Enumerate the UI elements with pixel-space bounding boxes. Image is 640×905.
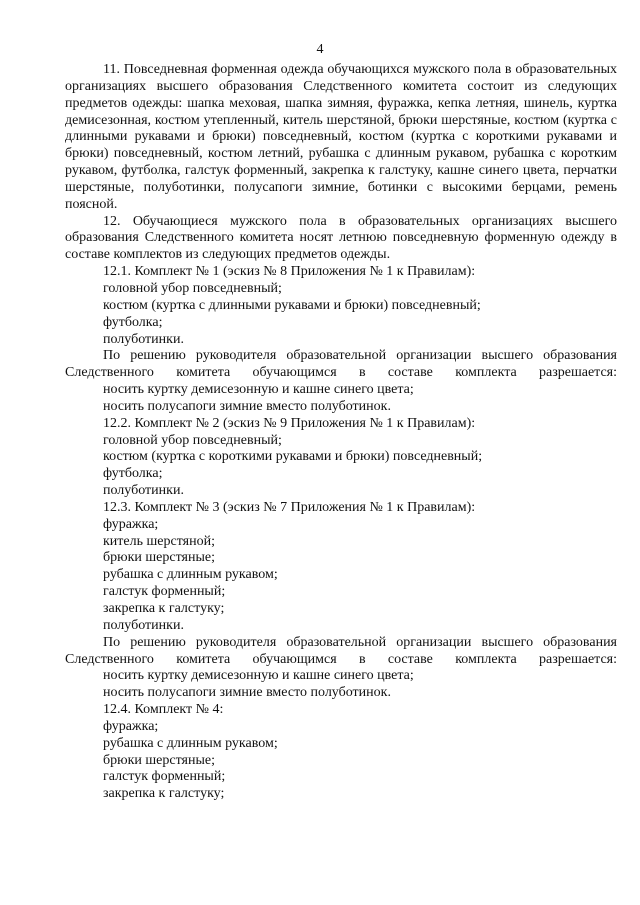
paragraph: По решению руководителя образовательной организации высшего образования Следственного комитета обучающимся в составе комплекта разрешается: xyxy=(65,634,617,667)
list-line: закрепка к галстуку; xyxy=(103,786,225,802)
document-body xyxy=(65,62,617,803)
list-line: галстук форменный; xyxy=(103,769,226,785)
list-line: головной убор повседневный; xyxy=(103,280,282,296)
list-line: полуботинки. xyxy=(103,617,184,633)
list-line: футболка; xyxy=(103,466,163,482)
list-line: полуботинки. xyxy=(103,483,184,499)
list-line: носить куртку демисезонную и кашне синего цвета; xyxy=(103,382,414,398)
list-line: носить полусапоги зимние вместо полуботинок. xyxy=(103,685,391,701)
paragraph: 12. Обучающиеся мужского пола в образовательных организациях высшего образования Следственного комитета носят летнюю повседневную форменную одежду в составе комплектов из следующих предметов одежды. xyxy=(65,213,617,263)
list-line: костюм (куртка с короткими рукавами и брюки) повседневный; xyxy=(103,449,483,465)
list-line: 12.3. Комплект № 3 (эскиз № 7 Приложения № 1 к Правилам): xyxy=(103,499,476,515)
list-line: галстук форменный; xyxy=(103,584,226,600)
paragraph: 11. Повседневная форменная одежда обучающихся мужского пола в образовательных организациях высшего образования Следственного комитета состоит из следующих предметов одежды: шапка меховая, шапка зимняя, фуражка, кепка летняя, шинель, куртка демисезонная, костюм утепленный, китель шерстяной, брюки шерстяные, костюм (куртка с длинными рукавами и брюки) повседневный, костюм (куртка с короткими рукавами и брюки) повседневный, костюм летний, рубашка с длинным рукавом, рубашка с коротким рукавом, футболка, галстук форменный, закрепка к галстуку, кашне синего цвета, перчатки шерстяные, полуботинки, полусапоги зимние, ботинки с высокими берцами, ремень поясной. xyxy=(65,62,617,212)
list-line: носить полусапоги зимние вместо полуботинок. xyxy=(103,398,391,414)
list-line: 12.4. Комплект № 4: xyxy=(103,702,224,718)
list-line: фуражка; xyxy=(103,516,159,532)
list-line: китель шерстяной; xyxy=(103,533,215,549)
list-line: костюм (куртка с длинными рукавами и брюки) повседневный; xyxy=(103,297,481,313)
list-line: рубашка с длинным рукавом; xyxy=(103,567,278,583)
page-number: 4 xyxy=(316,42,324,57)
list-line: рубашка с длинным рукавом; xyxy=(103,735,278,751)
list-line: закрепка к галстуку; xyxy=(103,601,225,616)
list-line: брюки шерстяные; xyxy=(103,752,215,768)
list-line: полуботинки. xyxy=(103,331,184,347)
list-line: 12.1. Комплект № 1 (эскиз № 8 Приложения № 1 к Правилам): xyxy=(103,264,476,280)
list-line: фуражка; xyxy=(103,718,159,734)
list-line: носить куртку демисезонную и кашне синего цвета; xyxy=(103,668,414,684)
list-line: головной убор повседневный; xyxy=(103,432,282,448)
list-line: футболка; xyxy=(103,314,163,330)
paragraph: По решению руководителя образовательной организации высшего образования Следственного комитета обучающимся в составе комплекта разрешается: xyxy=(65,348,617,381)
list-line: 12.2. Комплект № 2 (эскиз № 9 Приложения № 1 к Правилам): xyxy=(103,415,476,431)
list-line: брюки шерстяные; xyxy=(103,550,215,566)
